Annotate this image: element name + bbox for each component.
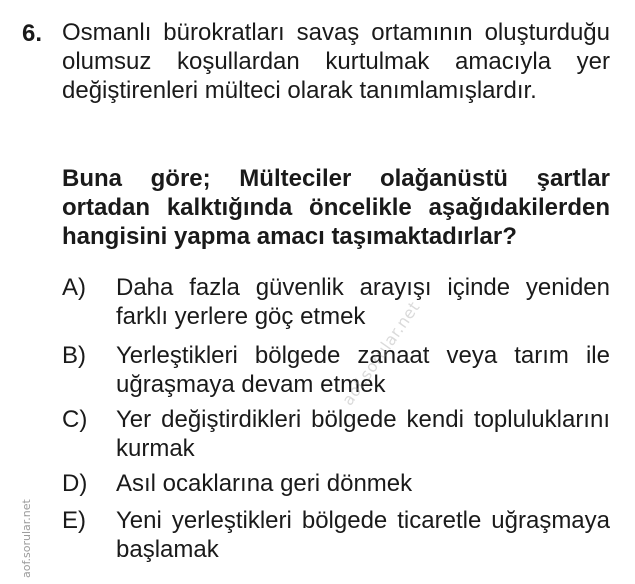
option-text: Daha fazla güvenlik arayışı içinde yeniden farklı yerlere göç etmek xyxy=(116,274,610,330)
option-letter: B) xyxy=(62,342,86,369)
option-text: Asıl ocaklarına geri dönmek xyxy=(116,470,413,497)
option-letter: D) xyxy=(62,470,88,497)
option-text: Yerleştikleri bölgede zanaat veya tarım ile uğraşmaya devam etmek xyxy=(116,342,610,398)
option-letter: A) xyxy=(62,274,86,301)
question-stem: Osmanlı bürokratları savaş ortamının oluşturduğu olumsuz koşullardan kurtulmak amacıyla yer değiştirenleri mülteci olarak tanımlamışlardır. xyxy=(62,19,610,104)
question-number: 6. xyxy=(22,20,43,47)
option-letter: E) xyxy=(62,507,86,534)
option-letter: C) xyxy=(62,406,88,433)
question-prompt: Buna göre; Mülteciler olağanüstü şartlar ortadan kalktığında öncelikle aşağıdakilerden hangisini yapma amacı taşımaktadırlar? xyxy=(62,165,610,250)
option-text: Yer değiştirdikleri bölgede kendi topluluklarını kurmak xyxy=(116,406,610,462)
option-text: Yeni yerleştikleri bölgede ticaretle uğraşmaya başlamak xyxy=(116,507,610,563)
watermark-vertical: aof.sorular.net xyxy=(20,499,33,578)
watermark-diagonal: aof.sorular.net xyxy=(338,297,424,409)
